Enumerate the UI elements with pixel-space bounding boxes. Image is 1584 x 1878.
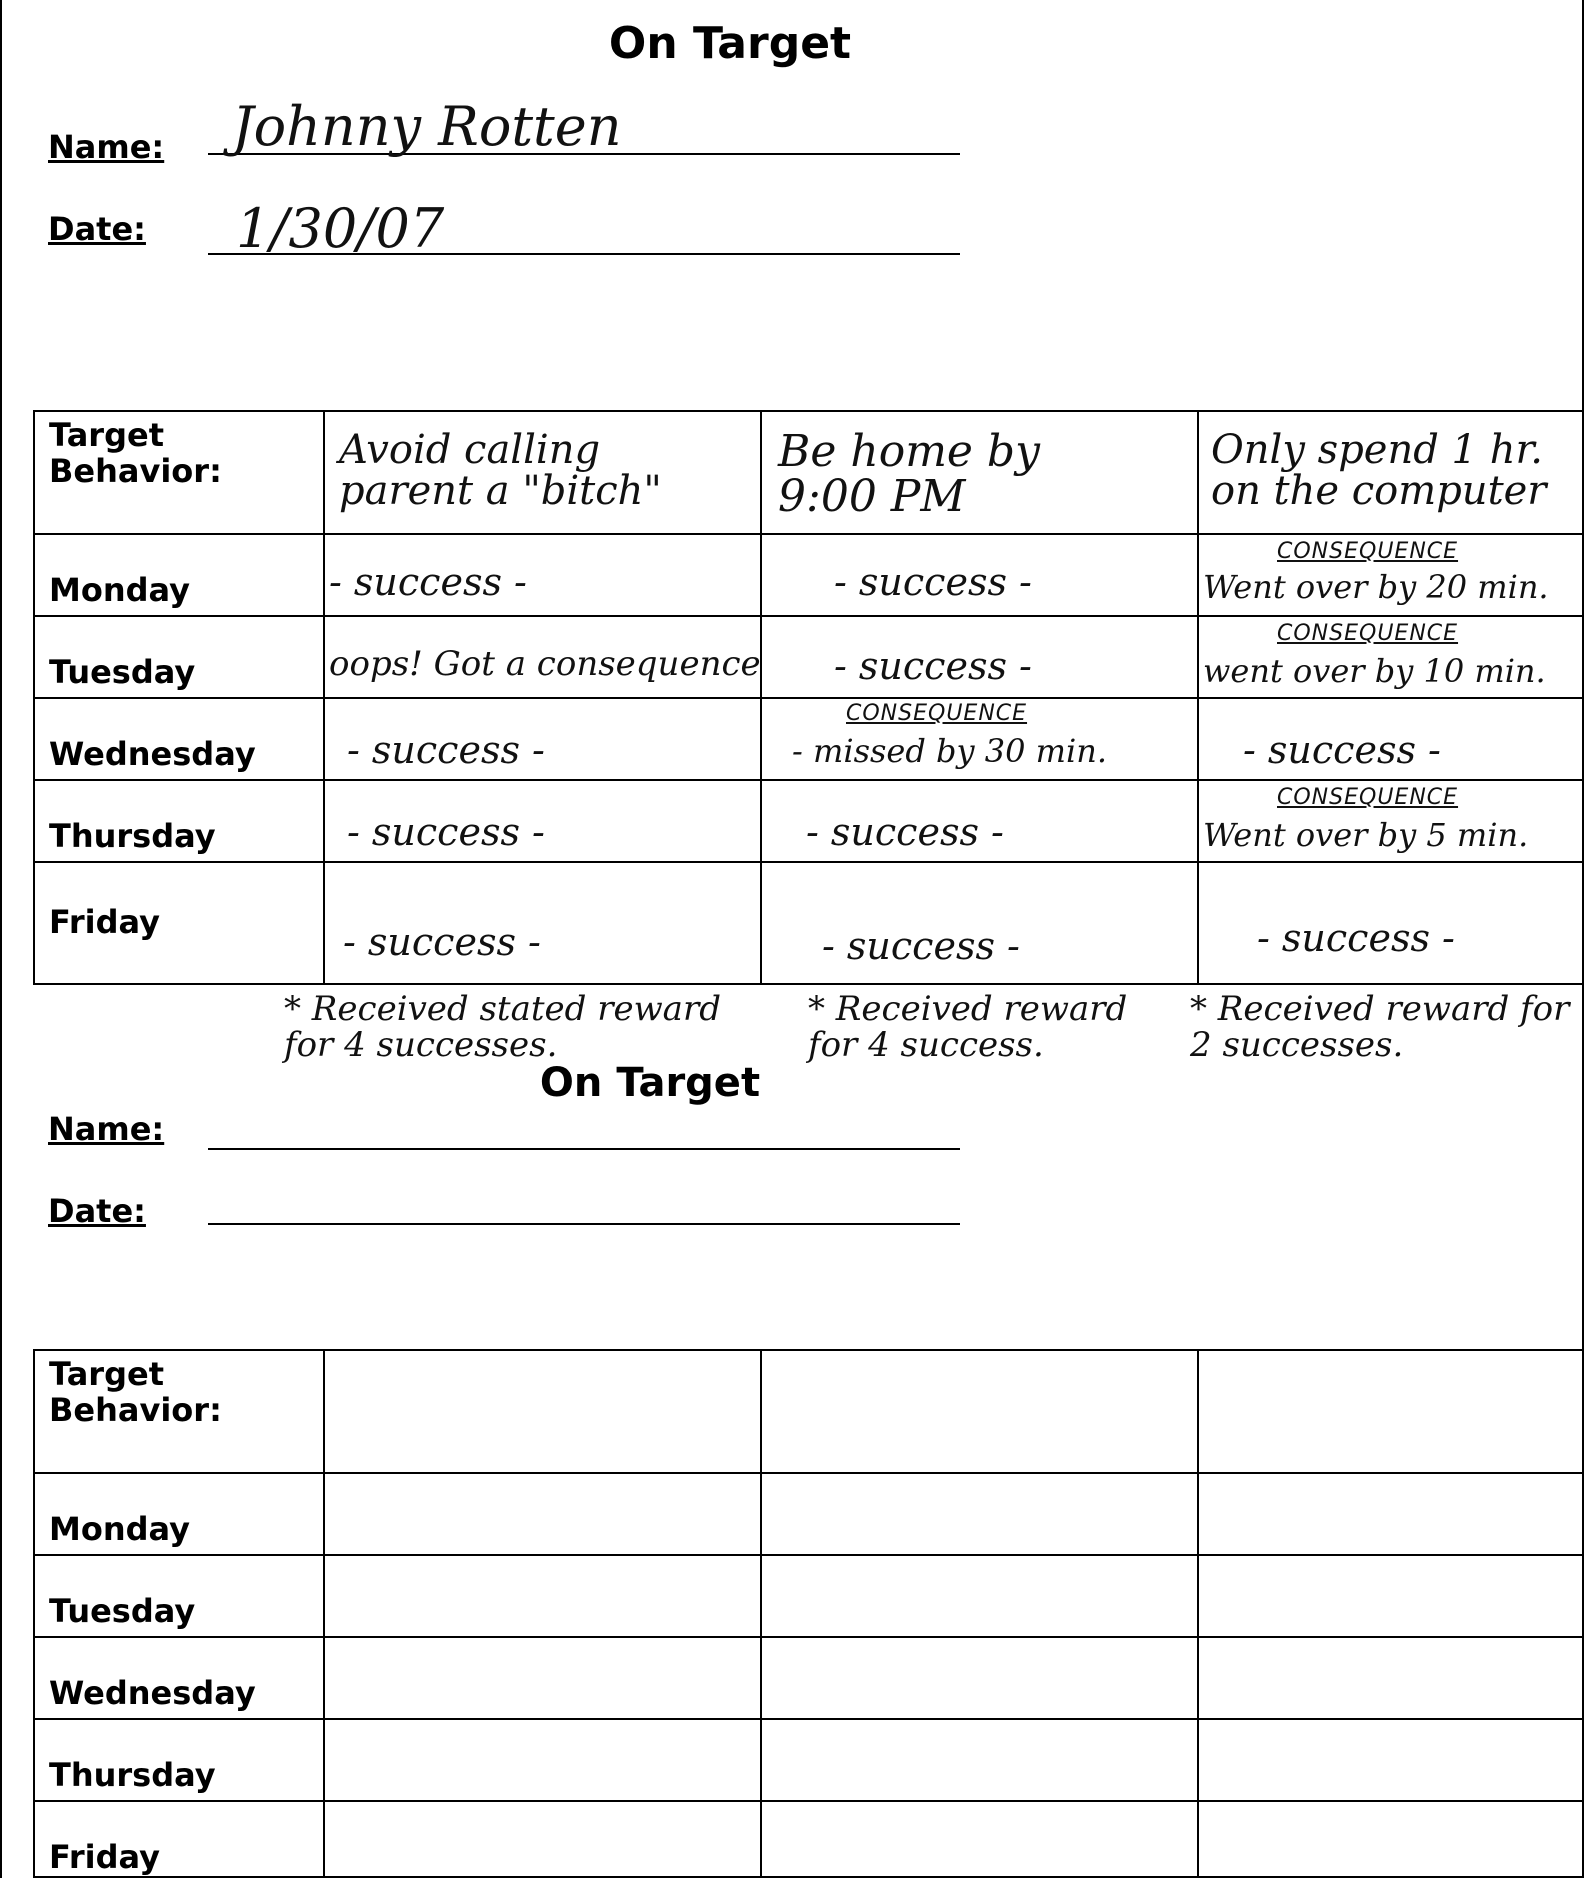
form1-friday-c1: - success -: [343, 920, 541, 964]
form1-wednesday-c2-consequence: CONSEQUENCE: [846, 701, 1028, 726]
form1-day-cell[interactable]: [324, 534, 761, 616]
form1-day-row: [34, 616, 1584, 698]
form1-day-wednesday: Wednesday: [49, 735, 256, 774]
form1-day-label-cell: [34, 780, 324, 862]
form1-day-cell[interactable]: [324, 780, 761, 862]
form1-wednesday-c3: - success -: [1243, 728, 1441, 772]
form2-day-cell[interactable]: [761, 1719, 1198, 1801]
form1-target-row: [34, 411, 1584, 534]
form2-day-label-cell: [34, 1637, 324, 1719]
form1-day-row: [34, 780, 1584, 862]
form1-date-label: Date:: [48, 210, 146, 248]
form1-target-label-cell: [34, 411, 324, 534]
form1-monday-c1: - success -: [329, 560, 527, 604]
form1-day-cell[interactable]: [324, 862, 761, 984]
form1-name-value[interactable]: Johnny Rotten: [232, 95, 622, 158]
form2-day-cell[interactable]: [324, 1637, 761, 1719]
form1-day-thursday: Thursday: [49, 817, 216, 856]
form2-date-label: Date:: [48, 1192, 146, 1230]
form1-day-row: [34, 698, 1584, 780]
form1-day-label-cell: [34, 862, 324, 984]
form2-day-wednesday: Wednesday: [49, 1674, 256, 1713]
form1-note-3: * Received reward for 2 successes.: [1190, 989, 1570, 1065]
form2-name-label: Name:: [48, 1110, 165, 1148]
form2-title: On Target: [539, 1060, 761, 1106]
form2-day-cell[interactable]: [1198, 1719, 1584, 1801]
form1-day-tuesday: Tuesday: [49, 653, 196, 692]
form1-tuesday-c1: oops! Got a consequence: [329, 644, 761, 684]
form1-note-1: * Received stated reward for 4 successes.: [284, 989, 721, 1065]
form2-day-row: [34, 1801, 1584, 1877]
form1-day-cell[interactable]: [1198, 780, 1584, 862]
form1-behavior-1: Avoid calling parent a "bitch": [339, 427, 662, 514]
form2-day-label-cell: [34, 1801, 324, 1877]
form2-target-row: [34, 1350, 1584, 1473]
form1-day-label-cell: [34, 534, 324, 616]
form1-behavior-cell[interactable]: [761, 411, 1198, 534]
form1-day-cell[interactable]: [761, 616, 1198, 698]
form1-friday-c3: - success -: [1257, 916, 1455, 960]
form1-day-cell[interactable]: [761, 780, 1198, 862]
form1-day-cell[interactable]: [1198, 698, 1584, 780]
form1-behavior-3: Only spend 1 hr. on the computer: [1211, 427, 1547, 514]
form1-day-cell[interactable]: [761, 862, 1198, 984]
form1-behavior-cell[interactable]: [324, 411, 761, 534]
form1-tuesday-c3-consequence: CONSEQUENCE: [1277, 621, 1459, 646]
form2-day-cell[interactable]: [761, 1801, 1198, 1877]
form1-day-friday: Friday: [49, 903, 160, 941]
form1-day-row: [34, 534, 1584, 616]
form2-behavior-cell[interactable]: [761, 1350, 1198, 1473]
form1-title: On Target: [608, 18, 852, 69]
form1-thursday-c3-consequence: CONSEQUENCE: [1277, 785, 1459, 810]
form2-name-field[interactable]: [208, 1148, 960, 1150]
form1-day-cell[interactable]: [324, 616, 761, 698]
form2-day-cell[interactable]: [1198, 1637, 1584, 1719]
form1-thursday-c2: - success -: [806, 810, 1004, 854]
form1-behavior-table: [33, 410, 1584, 985]
form2-target-label: Target Behavior:: [49, 1355, 222, 1429]
form1-monday-c3: Went over by 20 min.: [1203, 568, 1549, 606]
form1-note-2: * Received reward for 4 success.: [808, 989, 1128, 1065]
form2-day-friday: Friday: [49, 1838, 160, 1876]
form2-day-cell[interactable]: [1198, 1473, 1584, 1555]
form2-behavior-table: [33, 1349, 1584, 1878]
form1-date-value[interactable]: 1/30/07: [236, 197, 445, 260]
form2-behavior-cell[interactable]: [324, 1350, 761, 1473]
form1-day-row: [34, 862, 1584, 984]
form2-day-cell[interactable]: [324, 1555, 761, 1637]
form1-wednesday-c1: - success -: [347, 728, 545, 772]
form2-day-cell[interactable]: [1198, 1801, 1584, 1877]
form1-behavior-2: Be home by 9:00 PM: [778, 426, 1040, 522]
form2-day-cell[interactable]: [1198, 1555, 1584, 1637]
form2-day-cell[interactable]: [761, 1637, 1198, 1719]
form1-day-monday: Monday: [49, 571, 190, 610]
form2-day-cell[interactable]: [324, 1473, 761, 1555]
form1-monday-c2: - success -: [834, 560, 1032, 604]
form2-day-row: [34, 1555, 1584, 1637]
form1-tuesday-c2: - success -: [834, 644, 1032, 688]
form2-day-cell[interactable]: [324, 1801, 761, 1877]
form1-day-cell[interactable]: [1198, 616, 1584, 698]
form1-name-label: Name:: [48, 128, 165, 166]
form2-day-row: [34, 1473, 1584, 1555]
form2-day-label-cell: [34, 1555, 324, 1637]
form2-day-label-cell: [34, 1473, 324, 1555]
form2-day-thursday: Thursday: [49, 1756, 216, 1795]
form1-target-label: Target Behavior:: [49, 416, 222, 490]
form2-day-cell[interactable]: [761, 1473, 1198, 1555]
form1-day-label-cell: [34, 698, 324, 780]
form2-target-label-cell: [34, 1350, 324, 1473]
form2-day-label-cell: [34, 1719, 324, 1801]
form1-friday-c2: - success -: [822, 924, 1020, 968]
form1-day-cell[interactable]: [1198, 862, 1584, 984]
form1-tuesday-c3: went over by 10 min.: [1203, 652, 1546, 690]
form1-wednesday-c2: - missed by 30 min.: [792, 732, 1107, 770]
form1-day-cell[interactable]: [761, 534, 1198, 616]
form2-date-field[interactable]: [208, 1223, 960, 1225]
form1-day-cell[interactable]: [1198, 534, 1584, 616]
form2-day-cell[interactable]: [761, 1555, 1198, 1637]
form1-thursday-c3: Went over by 5 min.: [1203, 816, 1529, 854]
form2-day-row: [34, 1637, 1584, 1719]
form2-day-cell[interactable]: [324, 1719, 761, 1801]
form1-monday-c3-consequence: CONSEQUENCE: [1277, 539, 1459, 564]
form1-day-cell[interactable]: [324, 698, 761, 780]
form2-behavior-cell[interactable]: [1198, 1350, 1584, 1473]
form1-day-cell[interactable]: [761, 698, 1198, 780]
form1-thursday-c1: - success -: [347, 810, 545, 854]
form2-day-tuesday: Tuesday: [49, 1592, 196, 1631]
form2-day-row: [34, 1719, 1584, 1801]
form2-day-monday: Monday: [49, 1510, 190, 1549]
form1-day-label-cell: [34, 616, 324, 698]
form1-behavior-cell[interactable]: [1198, 411, 1584, 534]
